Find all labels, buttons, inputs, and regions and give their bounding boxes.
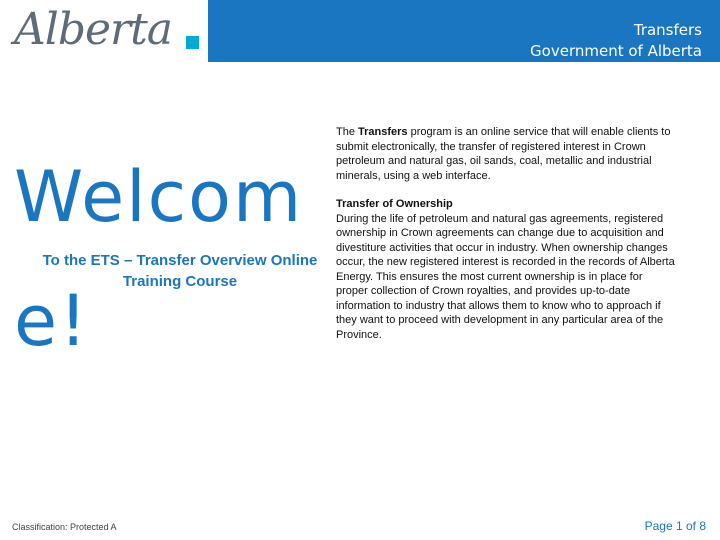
alberta-logo (0, 0, 208, 62)
header-bar (0, 0, 720, 62)
welcome-heading: Welcome! (14, 156, 304, 362)
intro-paragraph (336, 125, 676, 183)
header-title (530, 20, 702, 62)
intro-bold: Transfers (358, 126, 408, 138)
intro-prefix: The (336, 126, 359, 138)
page-number: Page 1 of 8 (644, 519, 706, 533)
course-subtitle: To the ETS – Transfer Overview Online Training Course (42, 252, 318, 290)
header-title-line1: Transfers (633, 21, 702, 39)
ownership-text: During the life of petroleum and natural gas agreements, registered ownership in Crown agreements can change due to acquisition and divestiture activities that occur in industry. When ownership changes occur, the new registered interest is recorded in the records of Alberta Energy. This ensures the most current ownership is in place for proper collection of Crown royalties, and provides up-to-date information to industry that allows them to know who to approach if they want to proceed with development in any particular area of the Province. (336, 212, 675, 341)
classification-label: Classification: Protected A (12, 522, 117, 532)
body-text (336, 125, 676, 342)
header-title-line2: Government of Alberta (530, 42, 702, 60)
logo-wordmark: Alberta (14, 4, 172, 55)
intro-rest: program is an online service that will enable clients to submit electronically, the transfer of registered interest in Crown petroleum and natural gas, oil sands, coal, metallic and industrial minerals, using a web interface. (336, 126, 671, 182)
ownership-heading: Transfer of Ownership (336, 198, 453, 210)
ownership-section (336, 197, 676, 342)
logo-square-icon (186, 36, 199, 49)
